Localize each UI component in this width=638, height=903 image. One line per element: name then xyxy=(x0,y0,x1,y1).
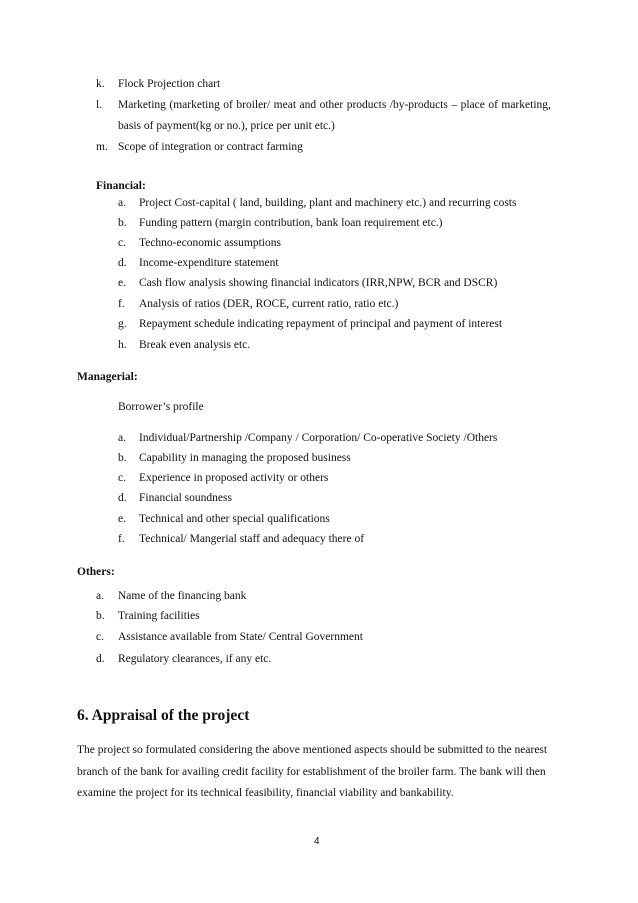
section-heading: 6. Appraisal of the project xyxy=(77,707,250,724)
managerial-item-label: a. xyxy=(118,432,126,444)
others-item-label: b. xyxy=(96,610,105,622)
financial-item-label: h. xyxy=(118,339,127,351)
financial-item-text: Repayment schedule indicating repayment of principal and payment of interest xyxy=(139,318,503,330)
others-item-label: d. xyxy=(96,653,105,665)
financial-item-label: b. xyxy=(118,217,127,229)
managerial-item-text: Individual/Partnership /Company / Corporation/ Co-operative Society /Others xyxy=(139,432,498,444)
financial-item-text: Techno-economic assumptions xyxy=(139,237,281,249)
list-item-label: m. xyxy=(96,141,108,153)
managerial-item-label: f. xyxy=(118,533,125,545)
managerial-item-text: Technical/ Mangerial staff and adequacy there of xyxy=(139,533,365,545)
page-number: 4 xyxy=(314,836,320,847)
paragraph-line: examine the project for its technical feasibility, financial viability and bankability. xyxy=(77,787,454,799)
managerial-item-text: Experience in proposed activity or others xyxy=(139,472,329,484)
managerial-item-text: Financial soundness xyxy=(139,492,232,504)
others-item-text: Name of the financing bank xyxy=(118,590,247,602)
financial-item-text: Cash flow analysis showing financial indicators (IRR,NPW, BCR and DSCR) xyxy=(139,277,498,289)
financial-item-label: a. xyxy=(118,197,126,209)
managerial-item-text: Technical and other special qualifications xyxy=(139,513,330,525)
financial-heading: Financial: xyxy=(96,180,146,192)
managerial-item-label: b. xyxy=(118,452,127,464)
others-item-text: Training facilities xyxy=(118,610,200,622)
list-item-text: Marketing (marketing of broiler/ meat and other products /by-products – place of marketing, xyxy=(118,99,551,111)
managerial-item-text: Capability in managing the proposed business xyxy=(139,452,351,464)
financial-item-text: Funding pattern (margin contribution, bank loan requirement etc.) xyxy=(139,217,443,229)
borrower-profile-subheading: Borrower’s profile xyxy=(118,401,204,413)
list-item-label: l. xyxy=(96,99,103,111)
paragraph-line: branch of the bank for availing credit facility for establishment of the broiler farm. The bank will then xyxy=(77,766,546,778)
financial-item-text: Analysis of ratios (DER, ROCE, current ratio, ratio etc.) xyxy=(139,298,399,310)
managerial-heading: Managerial: xyxy=(77,371,138,383)
managerial-item-label: c. xyxy=(118,472,126,484)
list-item-text-continued: basis of payment(kg or no.), price per unit etc.) xyxy=(118,120,335,132)
managerial-item-label: d. xyxy=(118,492,127,504)
financial-item-label: d. xyxy=(118,257,127,269)
others-item-text: Regulatory clearances, if any etc. xyxy=(118,653,272,665)
financial-item-label: f. xyxy=(118,298,125,310)
financial-item-text: Break even analysis etc. xyxy=(139,339,251,351)
financial-item-label: c. xyxy=(118,237,126,249)
others-item-label: a. xyxy=(96,590,104,602)
list-item-label: k. xyxy=(96,78,105,90)
others-item-label: c. xyxy=(96,631,104,643)
financial-item-text: Project Cost-capital ( land, building, plant and machinery etc.) and recurring costs xyxy=(139,197,517,209)
managerial-item-label: e. xyxy=(118,513,126,525)
others-item-text: Assistance available from State/ Central Government xyxy=(118,631,363,643)
paragraph-line: The project so formulated considering the above mentioned aspects should be submitted to the nearest xyxy=(77,744,548,756)
list-item-text: Scope of integration or contract farming xyxy=(118,141,303,153)
financial-item-text: Income-expenditure statement xyxy=(139,257,279,269)
others-heading: Others: xyxy=(77,566,115,578)
financial-item-label: g. xyxy=(118,318,127,330)
list-item-text: Flock Projection chart xyxy=(118,78,221,90)
financial-item-label: e. xyxy=(118,277,126,289)
